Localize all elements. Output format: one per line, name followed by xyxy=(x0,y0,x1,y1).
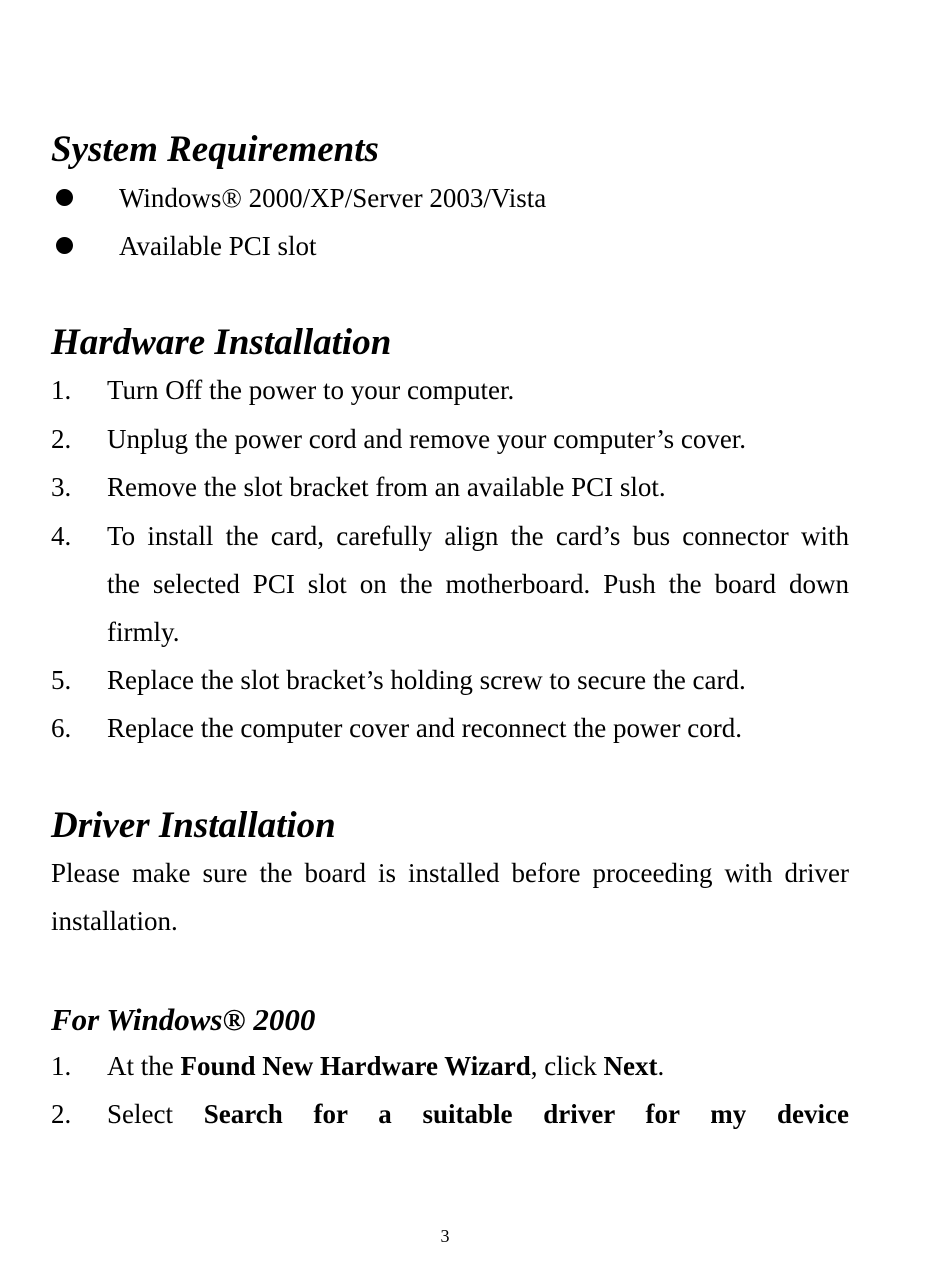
step-number: 5. xyxy=(51,665,72,695)
step-text-suffix: . xyxy=(657,1051,665,1081)
step-text-line: the selected PCI slot on the motherboard. Push the board down xyxy=(107,569,849,599)
wizard-name: Found New Hardware Wizard xyxy=(180,1051,531,1081)
step-text: Turn Off the power to your computer. xyxy=(107,375,515,405)
section-title-windows-2000: For Windows® 2000 xyxy=(51,1002,316,1037)
next-label: Next xyxy=(603,1051,658,1081)
step-number: 2. xyxy=(51,424,72,454)
step-text: Unplug the power cord and remove your computer’s cover. xyxy=(107,424,747,454)
step-text-line: To install the card, carefully align the card’s bus connector with xyxy=(107,521,849,551)
search-option-label: Search for a suitable driver for my device xyxy=(203,1099,849,1129)
section-title-system-requirements: System Requirements xyxy=(51,129,379,170)
step-text: Replace the computer cover and reconnect the power cord. xyxy=(107,713,742,743)
step-number: 1. xyxy=(51,1051,72,1081)
bullet-icon xyxy=(56,189,73,206)
requirement-item: Available PCI slot xyxy=(119,231,317,261)
step-text-prefix: Select xyxy=(107,1099,204,1129)
page-number: 3 xyxy=(440,1226,450,1246)
step-number: 4. xyxy=(51,521,72,551)
step-number: 3. xyxy=(51,472,72,502)
driver-intro-line: Please make sure the board is installed before proceeding with driver xyxy=(51,858,849,888)
step-text-middle: , click xyxy=(530,1051,604,1081)
step-number: 1. xyxy=(51,375,72,405)
driver-intro-line: installation. xyxy=(51,906,178,936)
step-text xyxy=(107,1098,849,1130)
step-number: 2. xyxy=(51,1099,72,1129)
step-text-prefix: At the xyxy=(107,1051,181,1081)
section-title-hardware-installation: Hardware Installation xyxy=(51,322,392,363)
step-number: 6. xyxy=(51,713,72,743)
step-text: Replace the slot bracket’s holding screw to secure the card. xyxy=(107,665,746,695)
requirement-item: Windows® 2000/XP/Server 2003/Vista xyxy=(119,183,547,213)
section-title-driver-installation: Driver Installation xyxy=(51,805,336,846)
step-text: Remove the slot bracket from an available PCI slot. xyxy=(107,472,666,502)
bullet-icon xyxy=(56,237,73,254)
step-text xyxy=(107,1050,664,1082)
step-text-line: firmly. xyxy=(107,617,180,647)
